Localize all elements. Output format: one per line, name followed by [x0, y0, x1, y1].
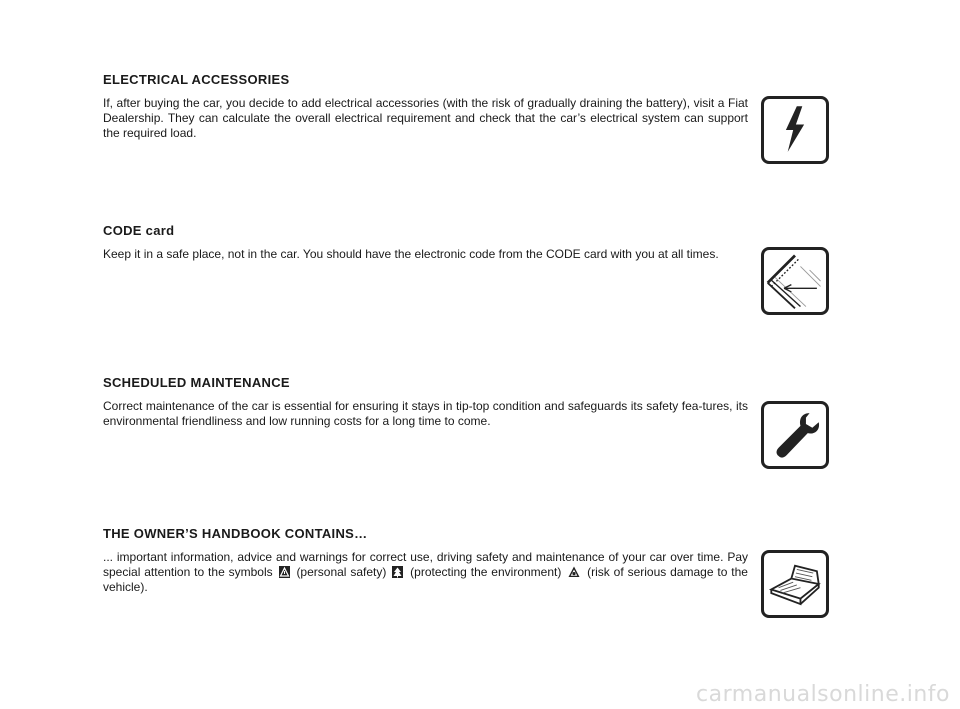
section-electrical-accessories [103, 72, 748, 141]
open-book-icon [761, 550, 829, 618]
section-text: Keep it in a safe place, not in the car. You should have the electronic code from the CODE card with you at all times. [103, 247, 719, 261]
section-text [103, 550, 748, 595]
personal-safety-icon [279, 566, 290, 578]
section-heading: THE OWNER’S HANDBOOK CONTAINS… [103, 526, 368, 541]
watermark: carmanualsonline.info [696, 682, 950, 707]
vehicle-damage-icon [568, 566, 580, 578]
section-heading: ELECTRICAL ACCESSORIES [103, 72, 290, 87]
text-part: (protecting the environment) [410, 565, 562, 579]
section-scheduled-maintenance [103, 375, 748, 429]
environment-icon [392, 566, 403, 578]
text-part: (personal safety) [296, 565, 387, 579]
section-code-card [103, 223, 748, 262]
code-card-icon [761, 247, 829, 315]
section-text: If, after buying the car, you decide to add electrical accessories (with the risk of gradually draining the battery), visit a Fiat Dealership. They can calculate the overall electrical requirement and check that the car’s electrical system can support the required load. [103, 96, 748, 140]
section-owners-handbook [103, 526, 748, 595]
section-heading: CODE card [103, 223, 175, 238]
wrench-icon [761, 401, 829, 469]
text-part: ... important information, advice and warnings for correct use, driving safety and maintenance of your car over time. Pay special attention to the symbols [103, 550, 748, 579]
section-heading: SCHEDULED MAINTENANCE [103, 375, 290, 390]
lightning-bolt-icon [761, 96, 829, 164]
section-text: Correct maintenance of the car is essential for ensuring it stays in tip-top condition and safeguards its safety fea-tures, its environmental friendliness and low running costs for a long time to come. [103, 399, 748, 428]
text-part: (risk of serious damage to the vehicle). [103, 565, 748, 594]
